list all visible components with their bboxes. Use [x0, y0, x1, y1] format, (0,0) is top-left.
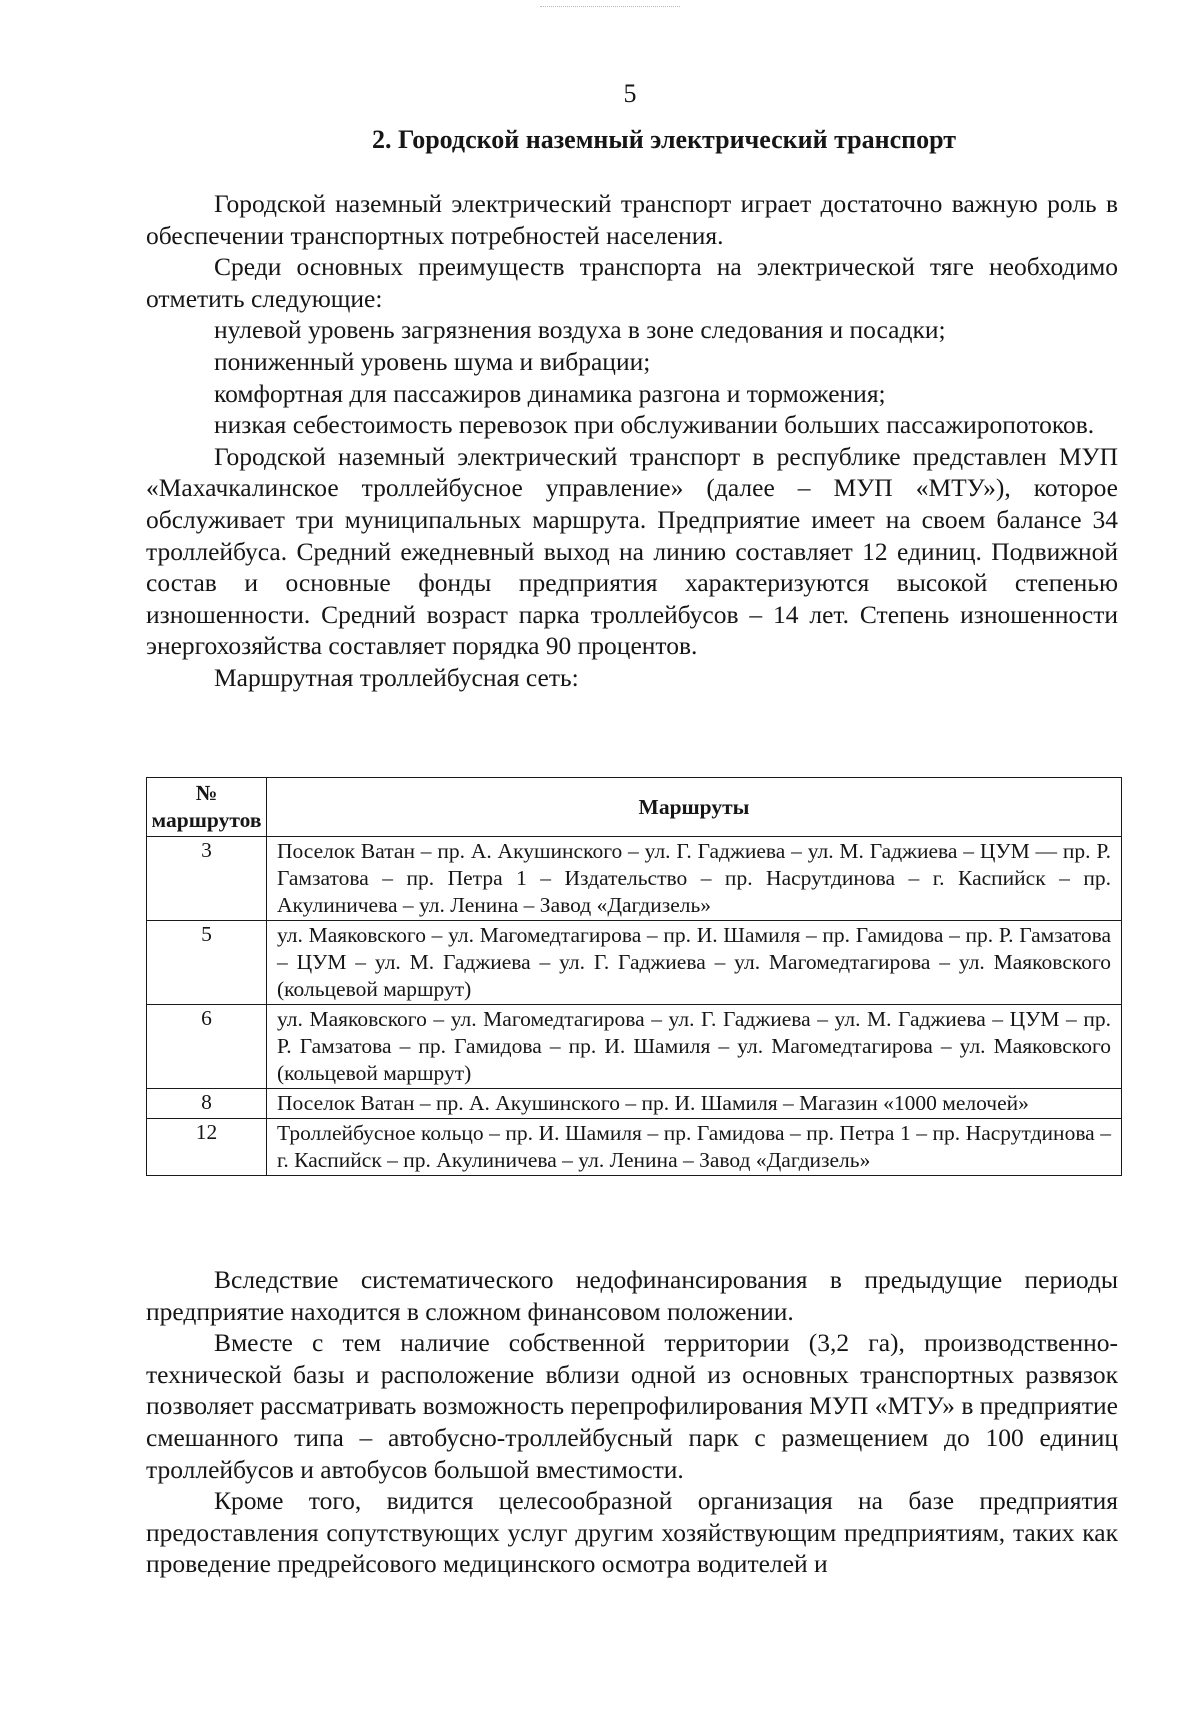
table-row	[147, 837, 1122, 921]
routes-table	[146, 777, 1122, 1176]
route-description-cell: ул. Маяковского – ул. Магомедтагирова – ул. Г. Гаджиева – ул. М. Гаджиева – ЦУМ – пр. Р. Гамзатова – пр. Гамидова – пр. И. Шамиля – ул. Магомедтагирова – ул. Маяковского (кольцевой маршрут)	[267, 1005, 1122, 1089]
route-description-cell: ул. Маяковского – ул. Магомедтагирова – пр. И. Шамиля – пр. Гамидова – пр. Р. Гамзатова – ЦУМ – ул. М. Гаджиева – ул. Г. Гаджиева – ул. Магомедтагирова – ул. Маяковского (кольцевой маршрут)	[267, 921, 1122, 1005]
paragraph: Маршрутная троллейбусная сеть:	[214, 662, 579, 692]
routes-table-body	[147, 837, 1122, 1176]
route-number-cell: 6	[147, 1005, 267, 1089]
paragraph: Городской наземный электрический транспорт в республике представлен МУП «Махачкалинское троллейбусное управление» (далее – МУП «МТУ»), которое обслуживает три муниципальных маршрута. Предприятие имеет на своем балансе 34 троллейбуса. Средний ежедневный выход на линию составляет 12 единиц. Подвижной состав и основные фонды предприятия характеризуются высокой степенью изношенности. Средний возраст парка троллейбусов – 14 лет. Степень изношенности энергохозяйства составляет порядка 90 процентов.	[146, 441, 1118, 661]
table-header-row	[147, 778, 1122, 837]
paragraph: Кроме того, видится целесообразной организация на базе предприятия предоставления сопутствующих услуг другим хозяйствующим предприятиям, таких как проведение предрейсового медицинского осмотра водителей и	[146, 1486, 1118, 1579]
route-number-cell: 3	[147, 837, 267, 921]
header-routes: Маршруты	[267, 778, 1122, 837]
table-row	[147, 1119, 1122, 1176]
route-number-cell: 12	[147, 1119, 267, 1176]
route-description-cell: Поселок Ватан – пр. А. Акушинского – пр. И. Шамиля – Магазин «1000 мелочей»	[267, 1089, 1122, 1119]
table-row	[147, 921, 1122, 1005]
paragraph: Среди основных преимуществ транспорта на электрической тяге необходимо отметить следующие:	[146, 252, 1118, 313]
paragraph: низкая себестоимость перевозок при обслуживании больших пассажиропотоков.	[214, 410, 1095, 440]
paragraph: комфортная для пассажиров динамика разгона и торможения;	[214, 378, 886, 408]
paragraph: Вследствие систематического недофинансирования в предыдущие периоды предприятие находится в сложном финансовом положении.	[146, 1265, 1118, 1326]
header-route-number: № маршрутов	[147, 778, 267, 837]
route-number-cell: 5	[147, 921, 267, 1005]
route-description-cell: Поселок Ватан – пр. А. Акушинского – ул. Г. Гаджиева – ул. М. Гаджиева – ЦУМ — пр. Р. Гамзатова – пр. Петра 1 – Издательство – пр. Насрутдинова – г. Каспийск – пр. Акулиничева – ул. Ленина – Завод «Дагдизель»	[267, 837, 1122, 921]
scan-artifact	[540, 6, 680, 13]
table-row	[147, 1089, 1122, 1119]
paragraph: Вместе с тем наличие собственной территории (3,2 га), производственно-технической базы и расположение вблизи одной из основных транспортных развязок позволяет рассматривать возможность перепрофилирования МУП «МТУ» в предприятие смешанного типа – автобусно-троллейбусный парк с размещением до 100 единиц троллейбусов и автобусов большой вместимости.	[146, 1328, 1118, 1484]
paragraph: Городской наземный электрический транспорт играет достаточно важную роль в обеспечении транспортных потребностей населения.	[146, 189, 1118, 250]
paragraph: пониженный уровень шума и вибрации;	[214, 346, 651, 376]
section-heading: 2. Городской наземный электрический транспорт	[371, 125, 957, 154]
page-number: 5	[623, 79, 637, 108]
text-block-top	[146, 188, 1118, 694]
table-row	[147, 1005, 1122, 1089]
route-number-cell: 8	[147, 1089, 267, 1119]
route-description-cell: Троллейбусное кольцо – пр. И. Шамиля – пр. Гамидова – пр. Петра 1 – пр. Насрутдинова – г. Каспийск – пр. Акулиничева – ул. Ленина – Завод «Дагдизель»	[267, 1119, 1122, 1176]
paragraph: нулевой уровень загрязнения воздуха в зоне следования и посадки;	[214, 315, 946, 345]
text-block-bottom	[146, 1264, 1118, 1580]
